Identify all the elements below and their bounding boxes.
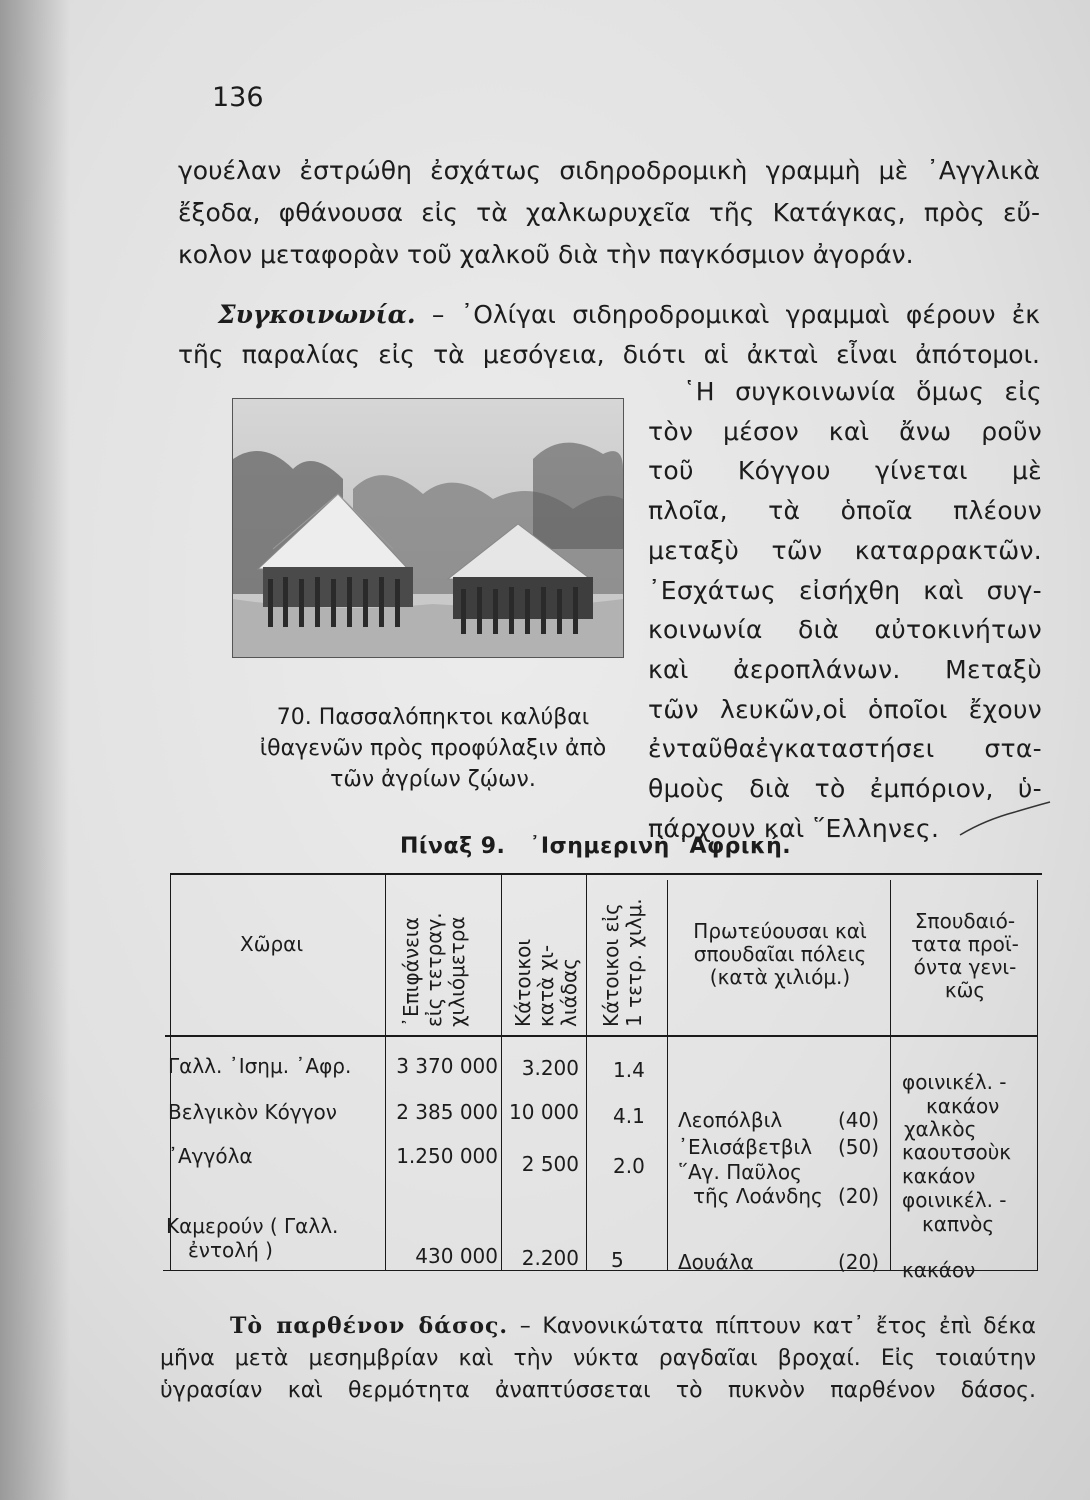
text-line: τοῦ Κόγγου γίνεται μὲ [648,456,1042,486]
caption-line: ἰθαγενῶν πρὸς προφύλαξιν ἀπὸ [259,736,607,761]
density-cell: 1.4 [613,1058,645,1082]
text-line: τῶν λευκῶν,οἱ ὁποῖοι ἔχουν [648,694,1042,724]
text-line: κοινωνία διὰ αὐτοκινήτων [648,615,1042,645]
header-density [600,882,646,1027]
text-line: – Κανονικώτατα πίπτουν κατ᾿ ἔτος ἐπὶ δέκα [508,1314,1036,1339]
area-cell: 1.250 000 [396,1144,498,1168]
paragraph-railway [178,150,1040,276]
header-line: (κατὰ χιλιόμ.) [709,965,851,989]
density-cell: 5 [611,1248,624,1272]
text-line: πάρχουν καὶ ῞Ελληνες. [648,813,940,843]
table-vline [667,880,668,1270]
header-line: Σπουδαιό- [914,909,1016,933]
section-heading: Τὸ παρθένον δάσος. [230,1313,509,1339]
product-cell: φοινικέλ. - [902,1070,1007,1094]
area-cell: 430 000 [415,1244,498,1268]
product-cell: κακάον [902,1164,976,1188]
country-cell: ἐντολή ) [188,1238,273,1262]
table-number: Πίναξ 9. [400,834,506,859]
capital-name: τῆς Λοάνδης [693,1184,823,1208]
paragraph-communication [178,295,1040,375]
density-cell: 4.1 [613,1104,645,1128]
photo-caption [238,702,628,795]
caption-line: τῶν ἀγρίων ζῴων. [330,767,536,792]
country-cell: ᾿Αγγόλα [168,1144,253,1168]
product-cell: κακάον [902,1258,976,1282]
capital-value: (40) [838,1108,880,1132]
product-cell: καουτσοὺκ [902,1140,1012,1164]
capital-name: Λεοπόλβιλ [678,1108,783,1132]
text-line: καὶ ἀεροπλάνων. Μεταξὺ [648,654,1042,684]
header-line: Κάτοικοι εἰς [599,903,623,1027]
page-number: 136 [212,82,264,113]
header-line: Πρωτεύουσαι καὶ [693,919,867,943]
text-line: μεταξὺ τῶν καταρρακτῶν. [648,535,1042,565]
header-line: 1 τετρ. χιλμ. [622,898,646,1027]
paragraph-virgin-forest [160,1310,1036,1407]
product-cell: κακάον [926,1094,1000,1118]
header-line: Κάτοικοι [511,938,535,1027]
table-vline [890,880,891,1270]
header-line: τατα προϊ- [911,932,1019,956]
text-line: ᾿Εσχάτως εἰσήχθη καὶ συγ- [648,575,1042,605]
population-cell: 2 500 [521,1152,579,1176]
table-title [400,834,791,859]
text-line: ἔξοδα, φθάνουσα εἰς τὰ χαλκωρυχεῖα τῆς Κατάγκας, πρὸς εὔ- [178,198,1040,227]
text-line: πλοῖα, τὰ ὁποῖα πλέουν [648,496,1042,526]
table-vline [1037,880,1038,1270]
population-cell: 2.200 [521,1246,579,1270]
product-cell: χαλκὸς [904,1117,977,1141]
text-line: ἐνταῦθαἐγκαταστήσει στα- [648,734,1042,764]
country-cell: Καμερούν ( Γαλλ. [166,1214,339,1238]
text-line: ὑγρασίαν καὶ θερμότητα ἀναπτύσσεται τὸ πυκνὸν παρθένον δάσος. [160,1378,1036,1403]
text-line: μῆνα μετὰ μεσημβρίαν καὶ τὴν νύκτα ραγδαῖαι βροχαί. Εἰς τοιαύτην [160,1346,1036,1371]
population-cell: 10 000 [509,1100,579,1124]
header-area [400,882,469,1027]
huts-illustration [233,399,623,657]
text-line: ῾Η συγκοινωνία ὅμως εἰς [683,377,1042,406]
density-cell: 2.0 [613,1154,645,1178]
header-products [893,910,1037,1002]
table-vline [501,873,502,1270]
table-vline [586,873,587,1270]
caption-line: 70. Πασσαλόπηκτοι καλύβαι [276,705,590,730]
pencil-mark [955,790,1055,850]
area-cell: 3 370 000 [396,1054,498,1078]
header-line: σπουδαῖαι πόλεις [693,942,867,966]
huts-photo [232,398,624,658]
product-cell: καπνὸς [922,1212,995,1236]
header-line: κατὰ χι- [534,944,558,1027]
header-capitals [670,920,890,989]
table-header-rule [165,1035,1037,1037]
capital-name: Δουάλα [678,1250,754,1274]
table-top-rule [170,873,1042,875]
header-line: λιάδας [557,958,581,1027]
header-line: ᾿Επιφάνεια [399,917,423,1027]
table-heading: ᾿Ισημερινὴ ᾿Αφρική. [529,834,792,859]
header-line: εἰς τετραγ. [422,912,446,1027]
text-line: τῆς παραλίας εἰς τὰ μεσόγεια, διότι αἱ ἀκταὶ εἶναι ἀπότομοι. [178,340,1040,369]
header-countries: Χῶραι [240,932,304,956]
product-cell: φοινικέλ. - [902,1188,1007,1212]
country-cell: Βελγικὸν Κόγγον [168,1100,337,1124]
section-heading: Συγκοινωνία. [218,300,416,329]
capital-name: ᾿Ελισάβετβιλ [678,1135,813,1159]
text-line: – ᾿Ολίγαι σιδηροδρομικαὶ γραμμαὶ φέρουν ἐκ [415,300,1040,329]
capital-value: (20) [838,1184,880,1208]
text-line: τὸν μέσον καὶ ἄνω ροῦν [648,416,1042,446]
header-line: κῶς [944,978,986,1002]
header-line: όντα γενι- [913,955,1017,979]
area-cell: 2 385 000 [396,1100,498,1124]
header-population [512,882,581,1027]
text-line: γουέλαν ἐστρώθη ἐσχάτως σιδηροδρομικὴ γραμμὴ μὲ ᾿Αγγλικὰ [178,156,1040,185]
header-line: χιλιόμετρα [445,916,469,1027]
page-shadow [0,0,70,1500]
capital-value: (50) [838,1135,880,1159]
population-cell: 3.200 [521,1056,579,1080]
text-line: κολον μεταφορὰν τοῦ χαλκοῦ διὰ τὴν παγκόσμιον ἀγοράν. [178,240,914,269]
paragraph-communication-column [648,372,1042,848]
table-vline [385,873,386,1270]
text-line: θμοὺς διὰ τὸ ἐμπόριον, ὑ- [648,774,1042,804]
capital-value: (20) [838,1250,880,1274]
country-cell: Γαλλ. ᾿Ισημ. ᾿Αφρ. [168,1054,352,1078]
capital-name: ῞Αγ. Παῦλος [678,1160,802,1184]
